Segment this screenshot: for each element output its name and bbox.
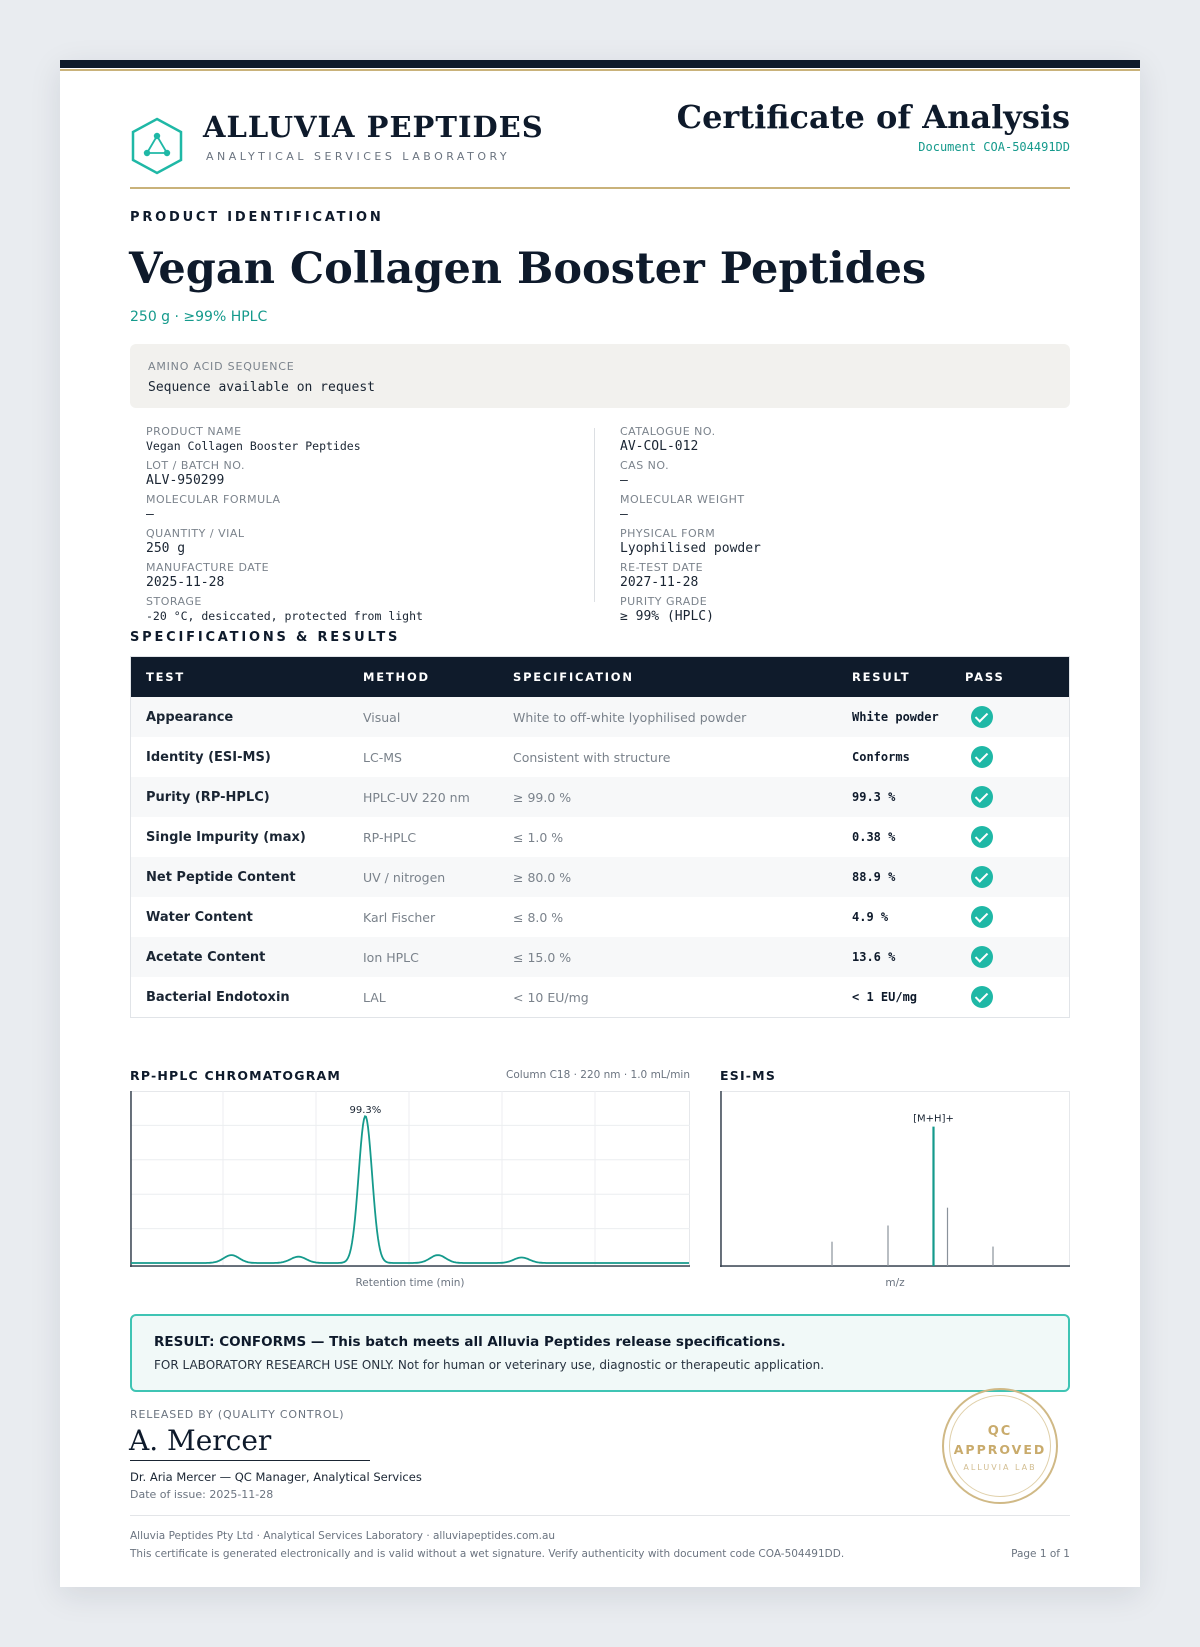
sequence-value: Sequence available on request [148,380,375,395]
meta-label: STORAGE [146,595,202,608]
stamp-line-2: APPROVED [953,1442,1047,1457]
pass-cell [950,977,1070,1018]
test-method: LAL [348,977,498,1018]
table-row [131,777,1070,817]
peak-label: 99.3% [349,1105,382,1117]
test-result: 4.9 % [837,897,950,937]
test-result: 13.6 % [837,937,950,977]
check-icon [971,946,993,968]
plot-area [721,1092,1070,1267]
stamp-line-3: ALLUVIA LAB [963,1463,1037,1472]
meta-field [146,527,245,557]
meta-value: 2025-11-28 [146,575,225,590]
test-result: 0.38 % [837,817,950,857]
meta-value: 250 g [146,541,186,556]
test-name: Water Content [131,897,349,937]
meta-field [146,561,269,591]
meta-field [146,595,423,625]
meta-field [620,493,745,523]
meta-label: PRODUCT NAME [146,425,242,438]
hplc-x-axis-label: Retention time (min) [355,1277,465,1289]
test-spec: ≥ 80.0 % [498,857,837,897]
meta-field [146,425,361,455]
top-bar [60,60,1140,68]
test-method: HPLC-UV 220 nm [348,777,498,817]
meta-field [620,527,761,557]
meta-label: PHYSICAL FORM [620,527,716,540]
table-row [131,737,1070,777]
test-result: < 1 EU/mg [837,977,950,1018]
test-name: Net Peptide Content [131,857,349,897]
footer-note: This certificate is generated electronically and is valid without a wet signature. Verify authenticity with document code COA-504491DD. [130,1548,845,1560]
test-name: Acetate Content [131,937,349,977]
result-disclaimer: FOR LABORATORY RESEARCH USE ONLY. Not for human or veterinary use, diagnostic or therapeutic application. [154,1358,825,1372]
pass-cell [950,697,1070,737]
test-spec: < 10 EU/mg [498,977,837,1018]
test-spec: ≤ 1.0 % [498,817,837,857]
esi-ms-spectrum [720,1091,1070,1267]
test-spec: Consistent with structure [498,737,837,777]
product-title: Vegan Collagen Booster Peptides [129,244,927,294]
col-pass: PASS [950,657,1070,698]
table-row [131,977,1070,1018]
meta-label: CAS NO. [620,459,670,472]
qc-approved-stamp [942,1388,1058,1504]
sequence-label: AMINO ACID SEQUENCE [148,360,295,373]
meta-field [620,459,669,489]
test-method: Visual [348,697,498,737]
check-icon [971,986,993,1008]
meta-field [146,459,245,489]
top-gold-line [60,69,1140,71]
test-result: 99.3 % [837,777,950,817]
brand-name: ALLUVIA PEPTIDES [203,110,544,144]
table-row [131,817,1070,857]
test-name: Bacterial Endotoxin [131,977,349,1018]
specs-section-label: SPECIFICATIONS & RESULTS [130,630,401,645]
meta-value: — [620,507,628,522]
col-test: TEST [131,657,349,698]
product-section-label: PRODUCT IDENTIFICATION [130,210,384,225]
test-spec: ≤ 15.0 % [498,937,837,977]
meta-label: MOLECULAR FORMULA [146,493,281,506]
test-result: White powder [837,697,950,737]
meta-label: MANUFACTURE DATE [146,561,270,574]
meta-value: 2027-11-28 [620,575,699,590]
hplc-chromatogram [130,1091,690,1267]
test-spec: ≤ 8.0 % [498,897,837,937]
test-name: Identity (ESI-MS) [131,737,349,777]
meta-value: AV-COL-012 [620,439,699,454]
ms-peak-label: [M+H]+ [913,1113,954,1125]
released-by-label: RELEASED BY (QUALITY CONTROL) [130,1408,345,1421]
meta-label: PURITY GRADE [620,595,708,608]
table-row [131,857,1070,897]
meta-label: MOLECULAR WEIGHT [620,493,745,506]
col-spec: SPECIFICATION [498,657,837,698]
hexagon-molecule-icon [130,117,184,175]
plot-area [131,1092,690,1267]
brand-subtitle: ANALYTICAL SERVICES LABORATORY [206,150,511,163]
meta-value: — [146,507,154,522]
pass-cell [950,897,1070,937]
test-method: Ion HPLC [348,937,498,977]
sequence-box [130,344,1070,408]
meta-value: ≥ 99% (HPLC) [620,609,714,624]
test-method: LC-MS [348,737,498,777]
pass-cell [950,737,1070,777]
table-row [131,697,1070,737]
check-icon [971,786,993,808]
certificate-sheet [60,60,1140,1587]
check-icon [971,866,993,888]
meta-value: ALV-950299 [146,473,225,488]
table-row [131,937,1070,977]
check-icon [971,706,993,728]
hplc-chart-title: RP-HPLC CHROMATOGRAM [130,1068,342,1083]
test-result: 88.9 % [837,857,950,897]
signature: A. Mercer [129,1424,272,1457]
test-method: Karl Fischer [348,897,498,937]
issue-date: Date of issue: 2025-11-28 [130,1488,274,1501]
pass-cell [950,857,1070,897]
footer-page: Page 1 of 1 [1011,1548,1070,1560]
document-code: Document COA-504491DD [918,140,1070,154]
test-result: Conforms [837,737,950,777]
specs-header-row [131,657,1070,698]
result-banner [130,1314,1070,1392]
check-icon [971,906,993,928]
footer-company: Alluvia Peptides Pty Ltd · Analytical Services Laboratory · alluviapeptides.com.au [130,1530,556,1542]
stamp-line-1: QC [987,1424,1013,1439]
test-method: UV / nitrogen [348,857,498,897]
meta-value: Lyophilised powder [620,541,761,556]
meta-field [620,425,716,455]
meta-value: — [620,473,628,488]
check-icon [971,746,993,768]
meta-label: RE-TEST DATE [620,561,704,574]
pass-cell [950,937,1070,977]
test-method: RP-HPLC [348,817,498,857]
pass-cell [950,817,1070,857]
test-name: Purity (RP-HPLC) [131,777,349,817]
signer-name: Dr. Aria Mercer — QC Manager, Analytical Services [130,1470,422,1484]
check-icon [971,826,993,848]
product-subtitle: 250 g · ≥99% HPLC [130,309,268,325]
col-method: METHOD [348,657,498,698]
header-divider [130,187,1070,189]
pass-cell [950,777,1070,817]
meta-field [620,595,714,625]
table-row [131,897,1070,937]
hplc-chart-note: Column C18 · 220 nm · 1.0 mL/min [506,1069,690,1081]
test-name: Single Impurity (max) [131,817,349,857]
meta-label: LOT / BATCH NO. [146,459,245,472]
specs-table [130,656,1070,1018]
signature-line [130,1460,370,1461]
meta-label: QUANTITY / VIAL [146,527,245,540]
document-title: Certificate of Analysis [676,98,1070,136]
meta-field [620,561,703,591]
test-name: Appearance [131,697,349,737]
test-spec: ≥ 99.0 % [498,777,837,817]
meta-label: CATALOGUE NO. [620,425,716,438]
footer-divider [130,1515,1070,1516]
meta-value: Vegan Collagen Booster Peptides [146,439,361,453]
meta-value: -20 °C, desiccated, protected from light [146,609,423,623]
test-spec: White to off-white lyophilised powder [498,697,837,737]
result-headline: RESULT: CONFORMS — This batch meets all Alluvia Peptides release specifications. [154,1334,786,1350]
ms-x-axis-label: m/z [885,1277,905,1289]
meta-divider [594,428,595,602]
col-result: RESULT [837,657,950,698]
meta-field [146,493,281,523]
ms-chart-title: ESI-MS [720,1068,777,1083]
